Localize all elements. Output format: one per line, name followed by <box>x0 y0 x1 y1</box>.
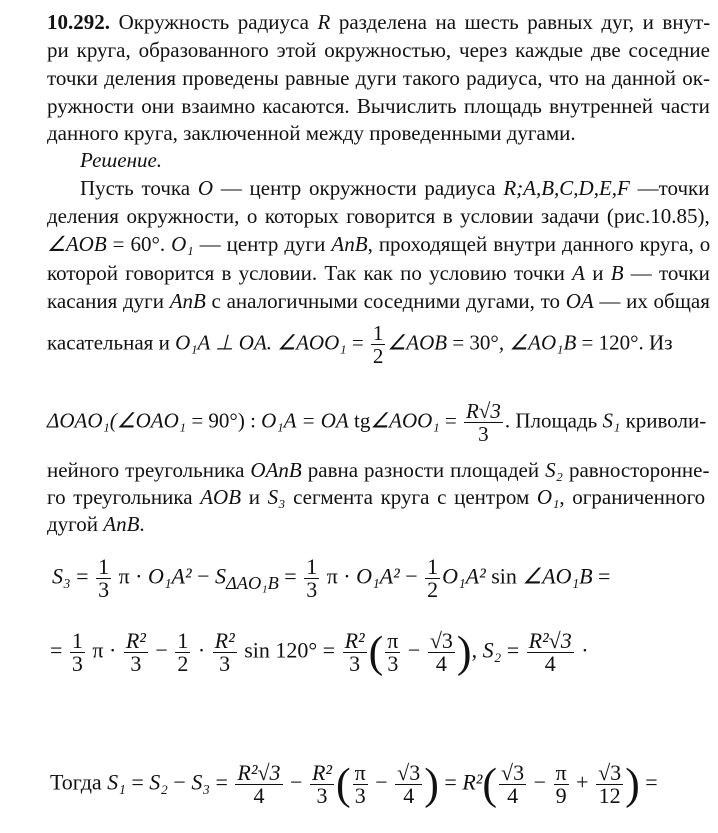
solution-line-9 <box>47 261 710 285</box>
text: — точки <box>623 261 710 285</box>
math: OAnB <box>250 458 302 482</box>
math: O₁ <box>171 232 194 256</box>
text: —точки <box>629 176 710 200</box>
math: O <box>197 176 214 200</box>
text: − <box>149 637 174 663</box>
fraction <box>310 762 334 807</box>
fraction <box>235 762 282 807</box>
fraction <box>464 400 503 445</box>
math: O₁A = OA <box>261 408 349 433</box>
text: касания дуги <box>47 289 170 313</box>
numerator: √3 <box>501 760 525 785</box>
text: = 120°. Из <box>576 330 673 355</box>
denominator: 3 <box>316 783 328 808</box>
fraction <box>428 630 455 675</box>
numerator: R²√3 <box>237 760 281 785</box>
equation-s3-continued <box>50 627 589 677</box>
math: OA <box>565 289 594 313</box>
math: S₂ <box>149 769 168 795</box>
math: ∠AO₁B <box>522 563 593 589</box>
math: ∠AOB <box>47 232 107 256</box>
numerator: 1 <box>177 628 189 653</box>
text: равносторонне- <box>562 458 710 482</box>
text: = <box>50 637 68 663</box>
text: = <box>346 330 369 355</box>
math: ∠AOB <box>387 330 448 355</box>
denominator: 4 <box>253 783 265 808</box>
math: AnB <box>103 512 140 536</box>
left-paren: ( <box>482 759 498 809</box>
numerator: π <box>354 760 366 785</box>
denominator: 4 <box>507 783 519 808</box>
text: = 30°, <box>447 330 510 355</box>
numerator: 1 <box>427 554 439 579</box>
solution-line-8 <box>47 232 710 256</box>
text: — центр дуги <box>193 232 332 256</box>
fraction <box>304 556 319 601</box>
denominator: 3 <box>387 651 399 676</box>
text: нейного треугольника <box>47 458 251 482</box>
denominator: 4 <box>544 651 556 676</box>
fraction <box>385 630 400 675</box>
right-paren: ) <box>625 759 640 809</box>
text: π · <box>321 563 357 589</box>
math: O₁A ⊥ OA. ∠AOO₁ <box>175 330 347 355</box>
text: дугой <box>47 512 104 536</box>
text: + <box>570 769 595 795</box>
math: S₂ <box>545 458 563 482</box>
text: = 60°. <box>106 232 172 256</box>
problem-number: 10.292. <box>47 10 110 34</box>
math: O₁A² <box>442 563 486 589</box>
text: − <box>528 769 552 795</box>
numerator: R² <box>344 628 365 653</box>
text: = <box>438 769 463 795</box>
denominator: 2 <box>177 651 189 676</box>
math: S₃ <box>267 485 286 509</box>
text: разделена на шесть равных дуг, и внут- <box>330 10 711 34</box>
text: криволи- <box>620 408 707 433</box>
denominator: 9 <box>555 783 567 808</box>
denominator: 3 <box>354 783 366 808</box>
solution-line-12 <box>47 400 706 445</box>
math: S₃ <box>52 563 71 589</box>
math: S₃ <box>191 769 210 795</box>
fraction <box>175 630 190 675</box>
fraction <box>527 630 574 675</box>
text: π · <box>113 563 149 589</box>
equation-s1 <box>50 759 658 809</box>
text: — их общая <box>593 289 710 313</box>
problem-line-5: данного круга, заключенной между проведенными дугами. <box>47 121 576 145</box>
problem-line-2: ри круга, образованного этой окружностью, через каждые две соседние <box>47 38 710 62</box>
denominator: 3 <box>478 422 489 446</box>
text: tg <box>348 408 371 433</box>
numerator: R² <box>311 760 332 785</box>
solution-line-11 <box>47 322 672 367</box>
denominator: 3 <box>219 651 231 676</box>
numerator: R² <box>214 628 235 653</box>
text: sin 120° = <box>238 637 341 663</box>
text: = <box>439 408 462 433</box>
fraction <box>70 630 85 675</box>
numerator: π <box>555 760 567 785</box>
fraction <box>353 762 368 807</box>
text: сегмента круга с центром <box>285 485 537 509</box>
fraction <box>124 630 148 675</box>
numerator: √3 <box>429 628 453 653</box>
numerator: 1 <box>306 554 318 579</box>
math: S₁ <box>107 769 126 795</box>
numerator: π <box>387 628 399 653</box>
denominator: 3 <box>130 651 142 676</box>
right-paren: ) <box>424 759 439 809</box>
text: касательная и <box>47 330 176 355</box>
fraction <box>499 762 526 807</box>
text: , ограниченного <box>559 485 706 509</box>
text: , проходящей внутри данного круга, о <box>367 232 711 256</box>
text: = <box>125 769 150 795</box>
solution-line-10 <box>47 289 710 313</box>
text: Окружность радиуса <box>118 10 318 34</box>
numerator: 1 <box>71 628 83 653</box>
math: S₂ <box>482 637 502 663</box>
math: S₁ <box>602 408 621 433</box>
numerator: R² <box>125 628 146 653</box>
fraction <box>554 762 569 807</box>
denominator: 4 <box>403 783 415 808</box>
text: = <box>592 563 611 589</box>
numerator: 1 <box>372 321 384 345</box>
text: го треугольника <box>47 485 201 509</box>
left-paren: ( <box>368 627 384 677</box>
math: B <box>610 261 624 285</box>
denominator: 2 <box>427 577 439 602</box>
text: = <box>639 769 658 795</box>
text: , <box>471 637 483 663</box>
text: π · <box>86 637 122 663</box>
text: с аналогичными соседними дугами, то <box>205 289 566 313</box>
text: равна разности площадей <box>301 458 546 482</box>
text: · <box>575 637 589 663</box>
text: которой говорится в условии. Так как по условию точки <box>47 261 573 285</box>
fraction <box>371 322 386 367</box>
text: − <box>369 769 394 795</box>
fraction <box>395 762 422 807</box>
subscript: ΔAO₁B <box>226 572 279 593</box>
math: ∠AOO₁ <box>370 408 440 433</box>
text: и <box>584 261 611 285</box>
numerator: R²√3 <box>528 628 572 653</box>
fraction <box>343 630 367 675</box>
math: R² <box>462 769 483 795</box>
text: . Площадь <box>504 408 603 433</box>
denominator: 12 <box>598 783 621 808</box>
fraction <box>213 630 237 675</box>
text: − <box>402 637 426 663</box>
solution-line-7: деления окружности, о которых говорится в условии задачи (рис.10.85), <box>47 204 710 228</box>
math: AnB <box>169 289 206 313</box>
solution-line-13 <box>47 458 709 482</box>
problem-line-3: точки деления проведены равные дуги такого радиуса, что на данной ок- <box>47 66 710 90</box>
solution-heading: Решение. <box>80 148 163 172</box>
solution-line-6 <box>80 176 710 200</box>
problem-line-1 <box>47 10 710 34</box>
fraction <box>96 556 111 601</box>
problem-line-4: ружности они взаимно касаются. Вычислить площадь внутренней части <box>47 94 710 118</box>
solution-line-14 <box>47 485 705 509</box>
math: O₁A² <box>356 563 400 589</box>
equation-s3 <box>52 556 610 601</box>
text: и <box>241 485 268 509</box>
numerator: 1 <box>98 554 110 579</box>
left-paren: ( <box>335 759 351 809</box>
fraction <box>596 762 623 807</box>
text: — центр окружности радиуса <box>213 176 504 200</box>
fraction <box>425 556 440 601</box>
text: . <box>139 512 145 536</box>
denominator: 3 <box>71 651 83 676</box>
denominator: 3 <box>349 651 361 676</box>
math: ΔOAO₁(∠OAO₁ <box>47 408 187 433</box>
math: AnB <box>331 232 368 256</box>
text: − <box>167 769 192 795</box>
denominator: 3 <box>306 577 318 602</box>
text: = 90°) : <box>186 408 262 433</box>
math: A <box>572 261 585 285</box>
math: O₁ <box>536 485 560 509</box>
math: R;A,B,C,D,E,F <box>503 176 630 200</box>
text: = <box>278 563 303 589</box>
text: − <box>191 563 216 589</box>
numerator: R√3 <box>465 399 501 423</box>
denominator: 2 <box>372 344 384 368</box>
text: = <box>70 563 95 589</box>
text: · <box>192 637 211 663</box>
solution-line-15 <box>47 512 145 536</box>
numerator: √3 <box>397 760 421 785</box>
text: = <box>501 637 525 663</box>
text: sin <box>485 563 523 589</box>
numerator: √3 <box>598 760 622 785</box>
math: O₁A² <box>148 563 192 589</box>
math: S <box>215 563 227 589</box>
right-paren: ) <box>456 627 472 677</box>
text: Тогда <box>50 769 108 795</box>
text: − <box>284 769 308 795</box>
denominator: 3 <box>98 577 110 602</box>
math: AOB <box>200 485 242 509</box>
math: ∠AO₁B <box>509 330 577 355</box>
text: = <box>209 769 234 795</box>
text: Пусть точка <box>80 176 198 200</box>
denominator: 4 <box>435 651 447 676</box>
math: R <box>317 10 331 34</box>
text: − <box>399 563 424 589</box>
